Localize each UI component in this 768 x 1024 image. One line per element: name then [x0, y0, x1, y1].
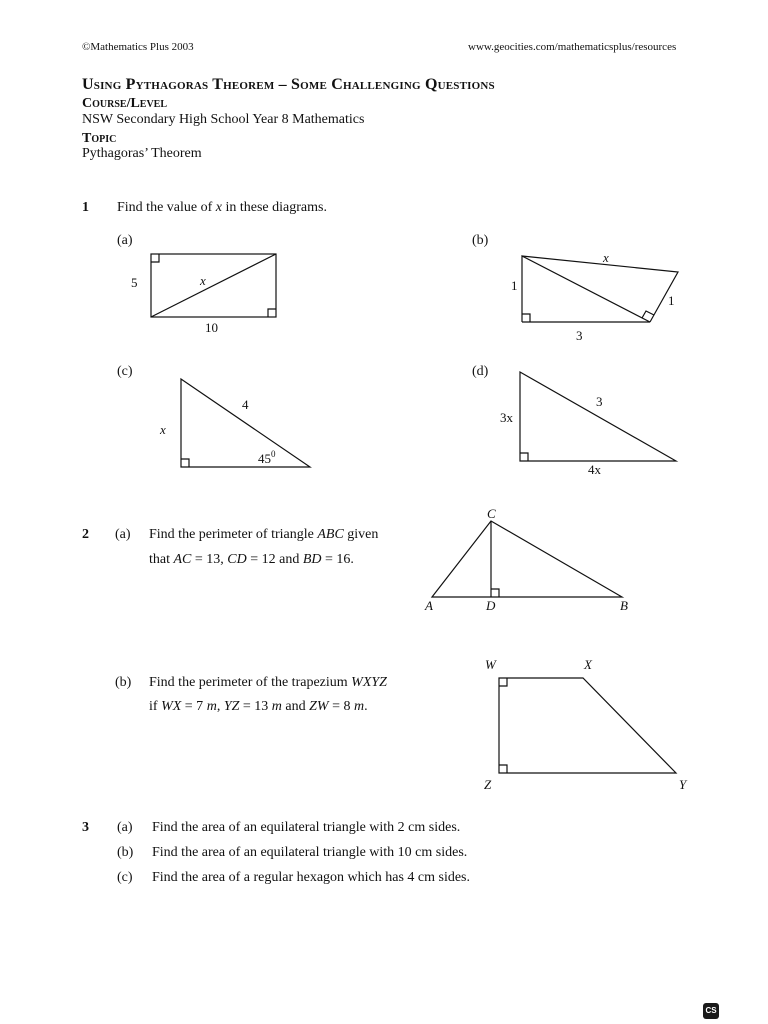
header-url: www.geocities.com/mathematicsplus/resources [468, 41, 677, 53]
q2b-zw-val: = 8 [328, 699, 354, 714]
q1b-triangle-lower [522, 256, 650, 322]
q2a-cd-val: = 12 and [246, 552, 303, 567]
q2b-trapezium [499, 678, 676, 773]
q2b-vertex-w: W [485, 657, 496, 672]
q2a-line1-var: ABC [317, 527, 344, 542]
q1c-side-left: x [160, 422, 166, 437]
q1-prompt-var: x [215, 200, 222, 215]
q1a-side-left: 5 [131, 275, 138, 290]
q2b-vertex-z: Z [484, 777, 492, 792]
topic-heading: Topic [82, 131, 117, 146]
q1b-side-left: 1 [511, 278, 518, 293]
cs-badge: CS [703, 1003, 719, 1019]
q3c-text: Find the area of a regular hexagon which has 4 cm sides. [152, 870, 471, 885]
q1d-side-left: 3x [500, 410, 513, 425]
q2b-yz-var: YZ [223, 699, 240, 714]
q2a-ac-val: = 13, [191, 552, 228, 567]
q2a-cd-var: CD [227, 552, 247, 567]
q2a-line2-pre: that [149, 552, 174, 567]
q2b-yz-val: = 13 [239, 699, 272, 714]
q2b-line2-pre: if [149, 699, 162, 714]
q2a-bd-var: BD [302, 552, 322, 567]
q3a-text: Find the area of an equilateral triangle with 2 cm sides. [152, 820, 461, 835]
q1a-right-angle-top [151, 254, 159, 262]
q2a-triangle [432, 521, 622, 597]
q1d-right-angle [520, 453, 528, 461]
q3a-label: (a) [117, 820, 133, 835]
q2b-yz-pre: , [216, 699, 224, 714]
q1b-right-label: 1 [668, 293, 675, 308]
q1c-hyp-label: 4 [242, 397, 249, 412]
q1c-angle-deg: 0 [271, 449, 276, 459]
q2b-m3: m [354, 699, 365, 714]
q2b-right-angle-w [499, 678, 507, 686]
q1c-triangle [181, 379, 310, 467]
q2b-m1: m [206, 699, 217, 714]
q2a-vertex-d: D [486, 598, 496, 613]
q2b-zw-pre: and [281, 699, 310, 714]
question-2-number: 2 [82, 527, 89, 542]
q2b-vertex-x: X [584, 657, 592, 672]
q1c-right-angle [181, 459, 189, 467]
q1a-diagonal-label: x [200, 273, 206, 288]
q2a-line1-post: given [343, 527, 379, 542]
q1a-bottom-label: 10 [205, 320, 218, 335]
q2a-right-angle [491, 589, 499, 597]
q2b-zw-var: ZW [309, 699, 329, 714]
q2b-end: . [364, 699, 368, 714]
q1d-triangle [520, 372, 676, 461]
course-heading: Course/Level [82, 96, 168, 111]
topic-value: Pythagoras’ Theorem [82, 146, 202, 161]
q1c-label: (c) [117, 364, 133, 379]
q1a-right-angle-bottom [268, 309, 276, 317]
q2a-vertex-b: B [620, 598, 628, 613]
q2b-m2: m [271, 699, 282, 714]
copyright-text: ©Mathematics Plus 2003 [82, 41, 194, 53]
q2a-vertex-a: A [425, 598, 433, 613]
q2a-label: (a) [115, 527, 131, 542]
q2b-vertex-y: Y [679, 777, 687, 792]
q1b-triangle-upper [522, 256, 678, 322]
q2a-line1-pre: Find the perimeter of triangle [149, 527, 318, 542]
q1-prompt-pre: Find the value of [117, 200, 216, 215]
q1b-label: (b) [472, 233, 489, 248]
q1d-bottom-label: 4x [588, 462, 601, 477]
page-title: Using Pythagoras Theorem – Some Challenging Questions [82, 76, 495, 93]
q3c-label: (c) [117, 870, 133, 885]
q1a-label: (a) [117, 233, 133, 248]
q1d-label: (d) [472, 364, 489, 379]
q2a-ac-var: AC [173, 552, 192, 567]
q1-prompt-post: in these diagrams. [221, 200, 327, 215]
q1d-hyp-label: 3 [596, 394, 603, 409]
q1c-angle-value: 45 [258, 451, 271, 466]
question-3-number: 3 [82, 820, 89, 835]
question-1-number: 1 [82, 200, 89, 215]
q2b-label: (b) [115, 675, 132, 690]
course-value: NSW Secondary High School Year 8 Mathematics [82, 112, 365, 127]
q2b-wx-val: = 7 [181, 699, 207, 714]
q2a-bd-val: = 16. [321, 552, 354, 567]
q1a-diagonal [151, 254, 276, 317]
q1b-right-angle-1 [522, 314, 530, 322]
q2a-vertex-c: C [487, 506, 496, 521]
q1b-top-label: x [603, 250, 609, 265]
q1c-angle-label [258, 449, 276, 466]
q3b-label: (b) [117, 845, 134, 860]
q2b-right-angle-z [499, 765, 507, 773]
q2b-wx-var: WX [161, 699, 182, 714]
q1b-bottom-label: 3 [576, 328, 583, 343]
q3b-text: Find the area of an equilateral triangle with 10 cm sides. [152, 845, 468, 860]
q2b-line1-var: WXYZ [351, 675, 387, 690]
q2b-line1-pre: Find the perimeter of the trapezium [149, 675, 352, 690]
